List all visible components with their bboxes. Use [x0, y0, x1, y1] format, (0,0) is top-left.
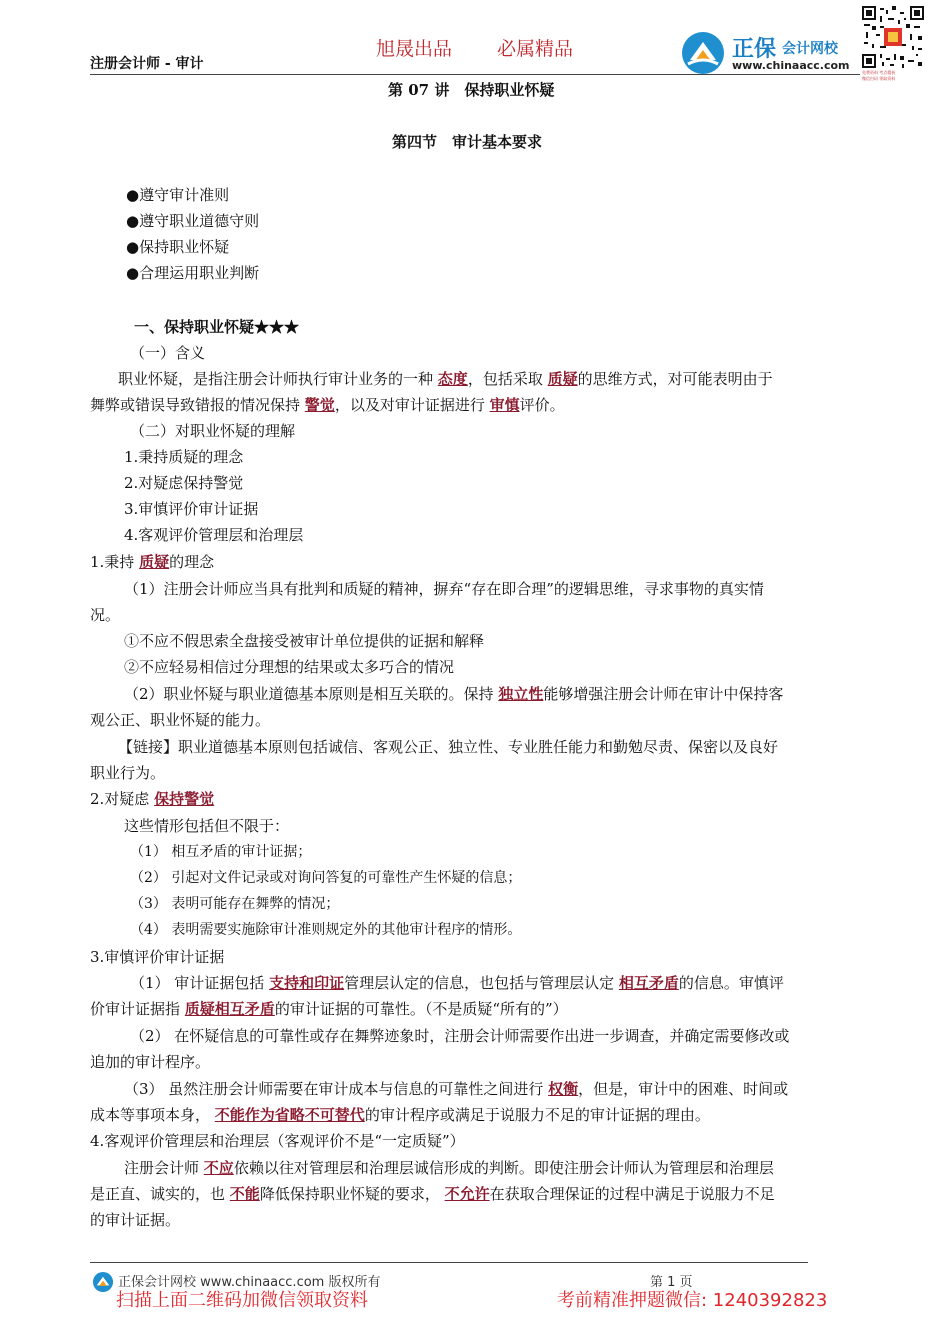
text: 的审计程序或满足于说服力不足的审计证据的理由。 [364, 1106, 710, 1124]
keyword: 质疑相互矛盾 [184, 1000, 275, 1018]
text: （2）职业怀疑与职业道德基本原则是相互关联的。保持 [124, 685, 494, 703]
slogan-right: 必属精品 [497, 38, 574, 60]
text: 能够增强注册会计师在审计中保持客 [543, 685, 784, 703]
list-item: 1.秉持质疑的理念 [124, 448, 244, 466]
keyword: 质疑 [547, 370, 578, 388]
list-item: 3.审慎评价审计证据 [124, 500, 259, 518]
keyword: 支持和印证 [269, 974, 345, 992]
course-name: 注册会计师 - 审计 [90, 56, 204, 72]
logo-subtext: 会计网校 [782, 41, 838, 57]
s2-item: （3） 表明可能存在舞弊的情况； [130, 896, 340, 912]
keyword: 警觉 [304, 396, 335, 414]
text: 是正直、诚实的，也 [90, 1185, 226, 1203]
list-item: ●遵守职业道德守则 [126, 212, 260, 230]
text: （1） 审计证据包括 [130, 974, 265, 992]
keyword: 相互矛盾 [618, 974, 679, 992]
text: 1.秉持 [90, 553, 135, 571]
text: ，包括采取 [467, 370, 543, 388]
footer-copyright: 正保会计网校 www.chinaacc.com 版权所有 [118, 1275, 381, 1290]
text: 降低保持职业怀疑的要求， [259, 1185, 440, 1203]
text: （3） 虽然注册会计师需要在审计成本与信息的可靠性之间进行 [124, 1080, 544, 1098]
promo-left: 扫描上面二维码加微信领取资料 [116, 1290, 368, 1311]
sub-heading-understanding: （二）对职业怀疑的理解 [130, 422, 296, 440]
qr-code [862, 6, 924, 90]
logo-emblem-icon [680, 30, 726, 76]
text: 价审计证据指 [90, 1000, 181, 1018]
footer-rule [90, 1262, 808, 1263]
text: 舞弊或错误导致错报的情况保持 [90, 396, 301, 414]
header-rule [90, 74, 860, 75]
text: 2.对疑虑 [90, 790, 150, 808]
keyword: 不允许 [444, 1185, 490, 1203]
qr-code-icon [862, 6, 924, 68]
heading-1: 一、保持职业怀疑★★★ [134, 318, 300, 336]
keyword: 独立性 [498, 685, 544, 703]
footer-logo-icon [92, 1271, 114, 1293]
s2-item: （2） 引起对文件记录或对询问答复的可靠性产生怀疑的信息； [130, 870, 522, 886]
lecture-title: 第 07 讲 保持职业怀疑 [388, 81, 555, 99]
text: 成本等事项本身， [90, 1106, 211, 1124]
text: 的理念 [169, 553, 215, 571]
keyword: 保持警觉 [154, 790, 215, 808]
text: 评价。 [519, 396, 565, 414]
s3-c: （2） 在怀疑信息的可靠性或存在舞弊迹象时，注册会计师需要作出进一步调查，并确定需要修改或 [130, 1027, 790, 1045]
s1-c1: ①不应不假思索全盘接受被审计单位提供的证据和解释 [124, 632, 485, 650]
promo-right: 考前精准押题微信: 1240392823 [557, 1290, 828, 1311]
keyword: 权衡 [548, 1080, 579, 1098]
list-item: ●合理运用职业判断 [126, 264, 260, 282]
s4-b [90, 1184, 775, 1204]
text: 职业怀疑，是指注册会计师执行审计业务的一种 [118, 370, 434, 388]
keyword: 审慎 [489, 396, 520, 414]
list-item: ●保持职业怀疑 [126, 238, 230, 256]
text: ，以及对审计证据进行 [334, 396, 485, 414]
text: 依赖以往对管理层和治理层诚信形成的判断。即使注册会计师认为管理层和治理层 [233, 1159, 774, 1177]
definition-line-1 [118, 369, 773, 389]
text: 的信息。审慎评 [678, 974, 784, 992]
keyword: 不应 [203, 1159, 234, 1177]
list-item: 4.客观评价管理层和治理层 [124, 526, 304, 544]
text: ，但是，审计中的困难、时间或 [578, 1080, 789, 1098]
keyword: 态度 [437, 370, 468, 388]
text: 在获取合理保证的过程中满足于说服力不足 [489, 1185, 775, 1203]
header [0, 0, 950, 80]
s2-intro: 这些情形包括但不限于： [124, 817, 290, 835]
s2-heading [90, 789, 214, 809]
s3-a [130, 973, 784, 993]
s1-link-a: 【链接】职业道德基本原则包括诚信、客观公正、独立性、专业胜任能力和勤勉尽责、保密以及良好 [118, 738, 779, 756]
s4-c: 的审计证据。 [90, 1211, 181, 1229]
logo-text: 正保 [732, 37, 777, 62]
brand-logo [680, 30, 860, 78]
s3-e [124, 1079, 788, 1099]
s3-f [90, 1105, 710, 1125]
s2-item: （4） 表明需要实施除审计准则规定外的其他审计程序的情形。 [130, 922, 522, 938]
text: 的思维方式，对可能表明由于 [577, 370, 773, 388]
s1-c2: ②不应轻易相信过分理想的结果或太多巧合的情况 [124, 658, 455, 676]
slogan-left: 旭晟出品 [376, 38, 453, 60]
text: 注册会计师 [124, 1159, 200, 1177]
s3-heading: 3.审慎评价审计证据 [90, 948, 225, 966]
section-title: 第四节 审计基本要求 [392, 133, 543, 151]
logo-url: www.chinaacc.com [732, 59, 850, 72]
text: 管理层认定的信息，也包括与管理层认定 [344, 974, 615, 992]
list-item: 2.对疑虑保持警觉 [124, 474, 244, 492]
qr-caption-2: 微信扫码 领取资料 [862, 76, 896, 81]
s1-heading [90, 552, 214, 572]
s4-a [124, 1158, 774, 1178]
sub-heading-meaning: （一）含义 [130, 344, 206, 362]
footer [0, 1264, 950, 1344]
s1-p2a [124, 684, 783, 704]
text: 的审计证据的可靠性。（不是质疑“所有的”） [274, 1000, 568, 1018]
s1-p1b: 况。 [90, 606, 121, 624]
s2-item: （1） 相互矛盾的审计证据； [130, 844, 312, 860]
keyword: 质疑 [139, 553, 170, 571]
s4-heading: 4.客观评价管理层和治理层（客观评价不是“一定质疑”） [90, 1132, 465, 1150]
definition-line-2 [90, 395, 565, 415]
list-item: ●遵守审计准则 [126, 186, 230, 204]
keyword: 不能作为省略不可替代 [214, 1106, 365, 1124]
s3-d: 追加的审计程序。 [90, 1053, 211, 1071]
keyword: 不能 [229, 1185, 260, 1203]
s3-b [90, 999, 568, 1019]
footer-page-number: 第 1 页 [650, 1275, 693, 1290]
s1-p2b: 观公正、职业怀疑的能力。 [90, 711, 271, 729]
s1-link-b: 职业行为。 [90, 764, 166, 782]
s1-p1a: （1）注册会计师应当具有批判和质疑的精神，摒弃“存在即合理”的逻辑思维，寻求事物的真实情 [124, 580, 764, 598]
qr-caption-1: 免费资料 考点精析 [862, 70, 896, 75]
